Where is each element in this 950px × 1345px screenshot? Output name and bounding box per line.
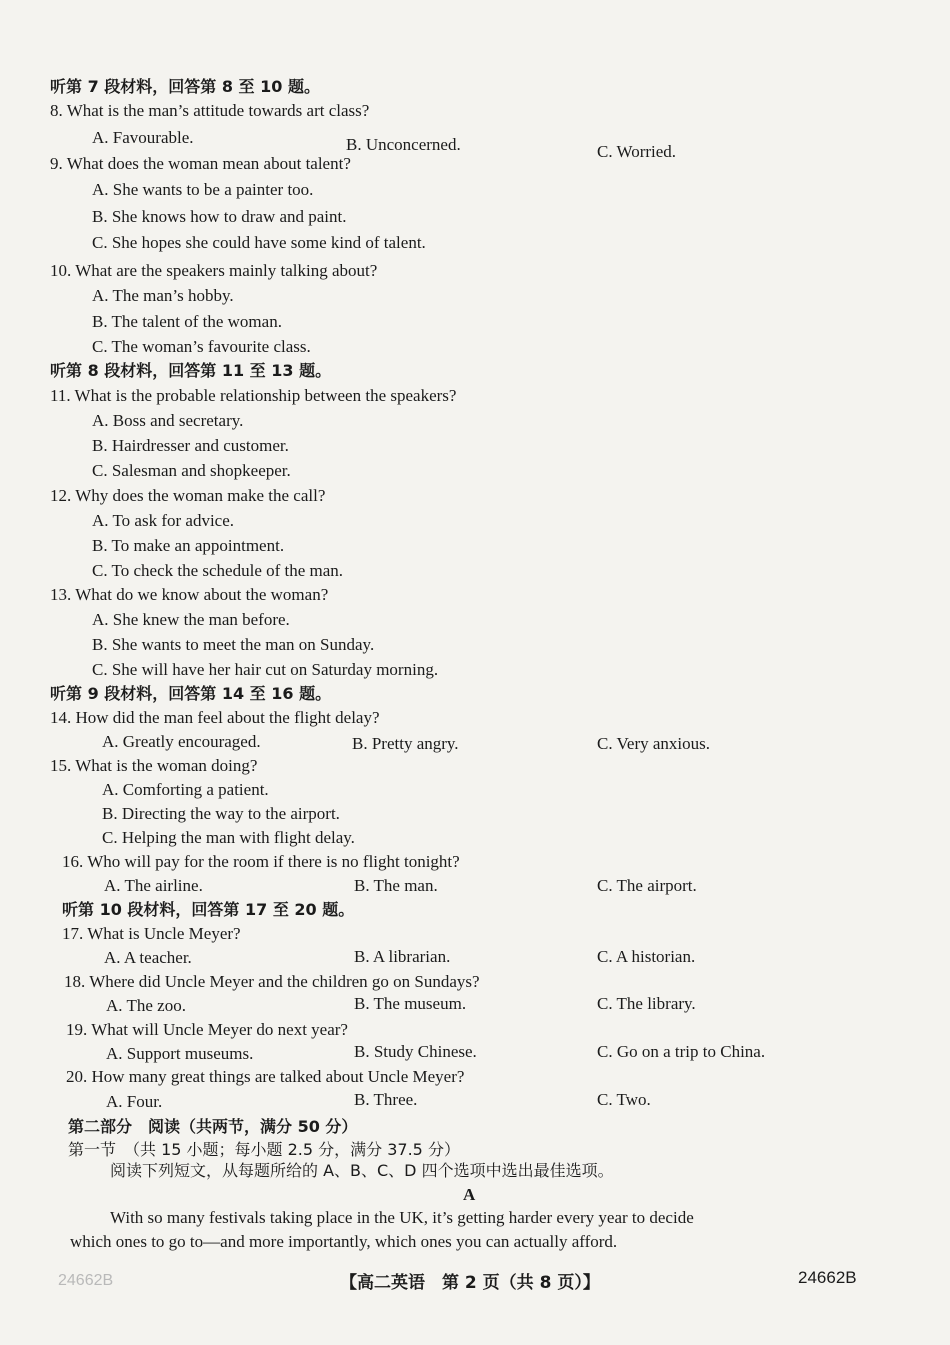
question-11: 11. What is the probable relationship between the speakers? xyxy=(50,386,457,405)
question-16: 16. Who will pay for the room if there is no flight tonight? xyxy=(62,852,460,871)
part-2-heading: 第二部分 阅读（共两节，满分 50 分） xyxy=(68,1117,358,1136)
section-8-heading: 听第 8 段材料，回答第 11 至 13 题。 xyxy=(50,361,332,380)
section-1-heading: 第一节 （共 15 小题；每小题 2.5 分，满分 37.5 分） xyxy=(68,1140,460,1159)
q16-option-b: B. The man. xyxy=(354,876,438,895)
footer-code: 24662B xyxy=(798,1268,857,1287)
q19-option-b: B. Study Chinese. xyxy=(354,1042,477,1061)
passage-line-1: With so many festivals taking place in the UK, it’s getting harder every year to decide xyxy=(110,1208,694,1227)
footer-faded-code: 24662B xyxy=(58,1272,114,1289)
q11-option-c: C. Salesman and shopkeeper. xyxy=(92,461,291,480)
question-10: 10. What are the speakers mainly talking about? xyxy=(50,261,378,280)
q16-option-c: C. The airport. xyxy=(597,876,697,895)
q15-option-a: A. Comforting a patient. xyxy=(102,780,269,799)
q13-option-c: C. She will have her hair cut on Saturday morning. xyxy=(92,660,439,679)
q14-option-b: B. Pretty angry. xyxy=(352,734,459,753)
q20-option-c: C. Two. xyxy=(597,1090,651,1109)
question-15: 15. What is the woman doing? xyxy=(50,756,258,775)
q14-option-a: A. Greatly encouraged. xyxy=(102,732,261,751)
q13-option-b: B. She wants to meet the man on Sunday. xyxy=(92,635,375,654)
question-17: 17. What is Uncle Meyer? xyxy=(62,924,241,943)
question-18: 18. Where did Uncle Meyer and the children go on Sundays? xyxy=(64,972,480,991)
section-9-heading: 听第 9 段材料，回答第 14 至 16 题。 xyxy=(50,684,332,703)
q8-option-a: A. Favourable. xyxy=(92,128,194,147)
q15-option-b: B. Directing the way to the airport. xyxy=(102,804,340,823)
q18-option-c: C. The library. xyxy=(597,994,696,1013)
question-12: 12. Why does the woman make the call? xyxy=(50,486,326,505)
q17-option-b: B. A librarian. xyxy=(354,947,451,966)
q20-option-a: A. Four. xyxy=(106,1092,163,1111)
q20-option-b: B. Three. xyxy=(354,1090,418,1109)
question-19: 19. What will Uncle Meyer do next year? xyxy=(66,1020,348,1039)
q17-option-c: C. A historian. xyxy=(597,947,696,966)
q18-option-b: B. The museum. xyxy=(354,994,467,1013)
q9-option-b: B. She knows how to draw and paint. xyxy=(92,207,347,226)
passage-line-2: which ones to go to—and more importantly, which ones you can actually afford. xyxy=(70,1232,618,1251)
q11-option-a: A. Boss and secretary. xyxy=(92,411,244,430)
q16-option-a: A. The airline. xyxy=(104,876,203,895)
q9-option-c: C. She hopes she could have some kind of talent. xyxy=(92,233,426,252)
q10-option-a: A. The man’s hobby. xyxy=(92,286,234,305)
question-9: 9. What does the woman mean about talent? xyxy=(50,154,351,173)
passage-label: A xyxy=(463,1185,476,1204)
question-8: 8. What is the man’s attitude towards art class? xyxy=(50,101,370,120)
q9-option-a: A. She wants to be a painter too. xyxy=(92,180,314,199)
question-20: 20. How many great things are talked about Uncle Meyer? xyxy=(66,1067,465,1086)
q18-option-a: A. The zoo. xyxy=(106,996,186,1015)
q17-option-a: A. A teacher. xyxy=(104,948,192,967)
q19-option-c: C. Go on a trip to China. xyxy=(597,1042,766,1061)
reading-instruction: 阅读下列短文，从每题所给的 A、B、C、D 四个选项中选出最佳选项。 xyxy=(110,1161,614,1180)
question-14: 14. How did the man feel about the flight delay? xyxy=(50,708,380,727)
question-13: 13. What do we know about the woman? xyxy=(50,585,329,604)
q11-option-b: B. Hairdresser and customer. xyxy=(92,436,289,455)
q19-option-a: A. Support museums. xyxy=(106,1044,254,1063)
section-7-heading: 听第 7 段材料，回答第 8 至 10 题。 xyxy=(50,77,320,96)
q8-option-b: B. Unconcerned. xyxy=(346,135,461,154)
q13-option-a: A. She knew the man before. xyxy=(92,610,290,629)
q10-option-c: C. The woman’s favourite class. xyxy=(92,337,311,356)
q12-option-b: B. To make an appointment. xyxy=(92,536,285,555)
footer-page-info: 【高二英语 第 2 页（共 8 页）】 xyxy=(340,1273,600,1293)
q15-option-c: C. Helping the man with flight delay. xyxy=(102,828,355,847)
section-10-heading: 听第 10 段材料，回答第 17 至 20 题。 xyxy=(62,900,355,919)
q10-option-b: B. The talent of the woman. xyxy=(92,312,282,331)
q12-option-a: A. To ask for advice. xyxy=(92,511,235,530)
q14-option-c: C. Very anxious. xyxy=(597,734,711,753)
q12-option-c: C. To check the schedule of the man. xyxy=(92,561,344,580)
q8-option-c: C. Worried. xyxy=(597,142,677,161)
